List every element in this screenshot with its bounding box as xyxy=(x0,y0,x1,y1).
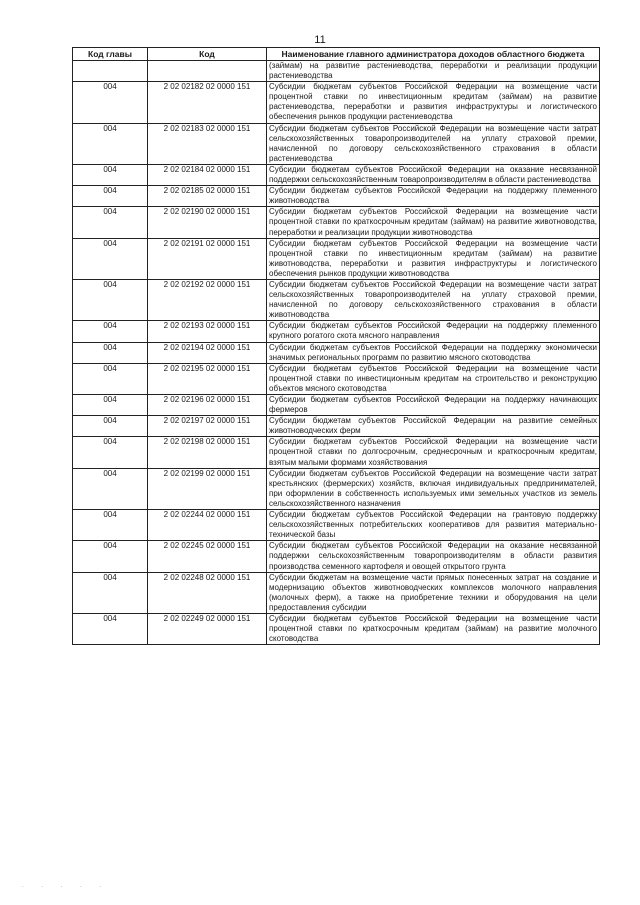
table-row xyxy=(73,437,600,468)
table-header-row xyxy=(73,48,600,61)
row-chapter-code: 004 xyxy=(73,82,148,123)
row-description: Субсидии бюджетам субъектов Российской Федерации на возмещение части процентной ставки по краткосрочным кредитам (займам) на развитие животноводства, переработки и реализации продукции животноводства xyxy=(267,207,600,238)
row-budget-code: 2 02 02249 02 0000 151 xyxy=(148,613,267,644)
row-chapter-code: 004 xyxy=(73,123,148,164)
row-description: Субсидии бюджетам субъектов Российской Федерации на поддержку племенного крупного рогатого скота мясного направления xyxy=(267,321,600,342)
row-budget-code: 2 02 02245 02 0000 151 xyxy=(148,541,267,572)
row-description: Субсидии бюджетам субъектов Российской Федерации на возмещение части процентной ставки по долгосрочным, среднесрочным и краткосрочным кредитам, взятым малыми формами хозяйствования xyxy=(267,437,600,468)
table-row xyxy=(73,123,600,164)
row-budget-code: 2 02 02197 02 0000 151 xyxy=(148,416,267,437)
row-description: Субсидии бюджетам субъектов Российской Федерации на возмещение части процентной ставки по инвестиционным кредитам на строительство и реконструкцию объектов мясного скотоводства xyxy=(267,363,600,394)
row-description: Субсидии бюджетам субъектов Российской Федерации на оказание несвязанной поддержки сельскохозяйственным товаропроизводителям в области растениеводства xyxy=(267,164,600,185)
row-chapter-code: 004 xyxy=(73,238,148,279)
row-description: Субсидии бюджетам субъектов Российской Федерации на возмещение части затрат крестьянских (фермерских) хозяйств, включая индивидуальных предпринимателей, при оформлении в собственность используемых ими земельных участков из земель сельскохозяйственного назначения xyxy=(267,468,600,509)
row-chapter-code: 004 xyxy=(73,321,148,342)
row-chapter-code: 004 xyxy=(73,416,148,437)
row-description: Субсидии бюджетам на возмещение части прямых понесенных затрат на создание и модернизацию объектов животноводческих комплексов молочного направления (молочных ферм), а также на приобретение техники и оборудования на цели предоставления субсидии xyxy=(267,572,600,613)
row-budget-code: 2 02 02195 02 0000 151 xyxy=(148,363,267,394)
row-budget-code: 2 02 02190 02 0000 151 xyxy=(148,207,267,238)
table-row xyxy=(73,363,600,394)
table-row xyxy=(73,416,600,437)
table-row xyxy=(73,279,600,320)
table-row xyxy=(73,572,600,613)
row-budget-code: 2 02 02191 02 0000 151 xyxy=(148,238,267,279)
table-row xyxy=(73,395,600,416)
row-chapter-code: 004 xyxy=(73,437,148,468)
row-description: Субсидии бюджетам субъектов Российской Федерации на оказание несвязанной поддержки сельскохозяйственным товаропроизводителям в области развития производства семенного картофеля и овощей открытого грунта xyxy=(267,541,600,572)
header-chapter-code: Код главы xyxy=(73,48,148,61)
table-row xyxy=(73,238,600,279)
table-row xyxy=(73,468,600,509)
row-description: Субсидии бюджетам субъектов Российской Федерации на возмещение части процентной ставки по краткосрочным кредитам (займам) на развитие молочного скотоводства xyxy=(267,613,600,644)
header-code: Код xyxy=(148,48,267,61)
row-chapter-code: 004 xyxy=(73,186,148,207)
row-description: Субсидии бюджетам субъектов Российской Федерации на возмещение части затрат сельскохозяйственных товаропроизводителей на уплату страховой премии, начисленной по договору сельскохозяйственного страхования в области растениеводства xyxy=(267,123,600,164)
row-chapter-code: 004 xyxy=(73,395,148,416)
row-description: Субсидии бюджетам субъектов Российской Федерации на возмещение части процентной ставки по инвестиционным кредитам (займам) на развитие растениеводства, переработки и развития инфраструктуры и логистического обеспечения рынков продукции растениеводства xyxy=(267,82,600,123)
row-description: Субсидии бюджетам субъектов Российской Федерации на поддержку начинающих фермеров xyxy=(267,395,600,416)
row-description: Субсидии бюджетам субъектов Российской Федерации на возмещение части процентной ставки по инвестиционным кредитам (займам) на развитие животноводства, переработки и развития инфраструктуры и логистического обеспечения рынков продукции животноводства xyxy=(267,238,600,279)
scan-margin-marks: . . . . . xyxy=(22,883,110,889)
row-chapter-code: 004 xyxy=(73,468,148,509)
table-row xyxy=(73,207,600,238)
revenue-administrators-table xyxy=(72,47,600,645)
row-chapter-code xyxy=(73,61,148,82)
row-budget-code: 2 02 02248 02 0000 151 xyxy=(148,572,267,613)
row-budget-code: 2 02 02182 02 0000 151 xyxy=(148,82,267,123)
row-description: Субсидии бюджетам субъектов Российской Федерации на поддержку экономически значимых региональных программ по развитию мясного скотоводства xyxy=(267,342,600,363)
row-chapter-code: 004 xyxy=(73,510,148,541)
row-description: Субсидии бюджетам субъектов Российской Федерации на развитие семейных животноводческих ферм xyxy=(267,416,600,437)
row-description: (займам) на развитие растениеводства, переработки и реализации продукции растениеводства xyxy=(267,61,600,82)
row-chapter-code: 004 xyxy=(73,342,148,363)
row-budget-code: 2 02 02192 02 0000 151 xyxy=(148,279,267,320)
table-row xyxy=(73,342,600,363)
row-budget-code: 2 02 02199 02 0000 151 xyxy=(148,468,267,509)
table-row xyxy=(73,61,600,82)
table-row xyxy=(73,321,600,342)
row-budget-code: 2 02 02184 02 0000 151 xyxy=(148,164,267,185)
table-row xyxy=(73,164,600,185)
row-budget-code: 2 02 02183 02 0000 151 xyxy=(148,123,267,164)
page-number: 11 xyxy=(314,34,326,46)
table-row xyxy=(73,510,600,541)
table-row xyxy=(73,541,600,572)
row-chapter-code: 004 xyxy=(73,363,148,394)
row-description: Субсидии бюджетам субъектов Российской Федерации на возмещение части затрат сельскохозяйственных товаропроизводителей на уплату страховой премии, начисленной по договору сельскохозяйственного страхования в области животноводства xyxy=(267,279,600,320)
row-description: Субсидии бюджетам субъектов Российской Федерации на поддержку племенного животноводства xyxy=(267,186,600,207)
table-row xyxy=(73,186,600,207)
row-budget-code: 2 02 02244 02 0000 151 xyxy=(148,510,267,541)
row-chapter-code: 004 xyxy=(73,541,148,572)
row-chapter-code: 004 xyxy=(73,279,148,320)
row-description: Субсидии бюджетам субъектов Российской Федерации на грантовую поддержку сельскохозяйственных потребительских кооперативов для развития материально-технической базы xyxy=(267,510,600,541)
header-administrator-name: Наименование главного администратора доходов областного бюджета xyxy=(267,48,600,61)
row-budget-code: 2 02 02198 02 0000 151 xyxy=(148,437,267,468)
row-chapter-code: 004 xyxy=(73,572,148,613)
row-budget-code xyxy=(148,61,267,82)
row-budget-code: 2 02 02196 02 0000 151 xyxy=(148,395,267,416)
table-row xyxy=(73,82,600,123)
row-chapter-code: 004 xyxy=(73,164,148,185)
row-budget-code: 2 02 02193 02 0000 151 xyxy=(148,321,267,342)
row-chapter-code: 004 xyxy=(73,613,148,644)
table-row xyxy=(73,613,600,644)
row-budget-code: 2 02 02185 02 0000 151 xyxy=(148,186,267,207)
row-budget-code: 2 02 02194 02 0000 151 xyxy=(148,342,267,363)
row-chapter-code: 004 xyxy=(73,207,148,238)
